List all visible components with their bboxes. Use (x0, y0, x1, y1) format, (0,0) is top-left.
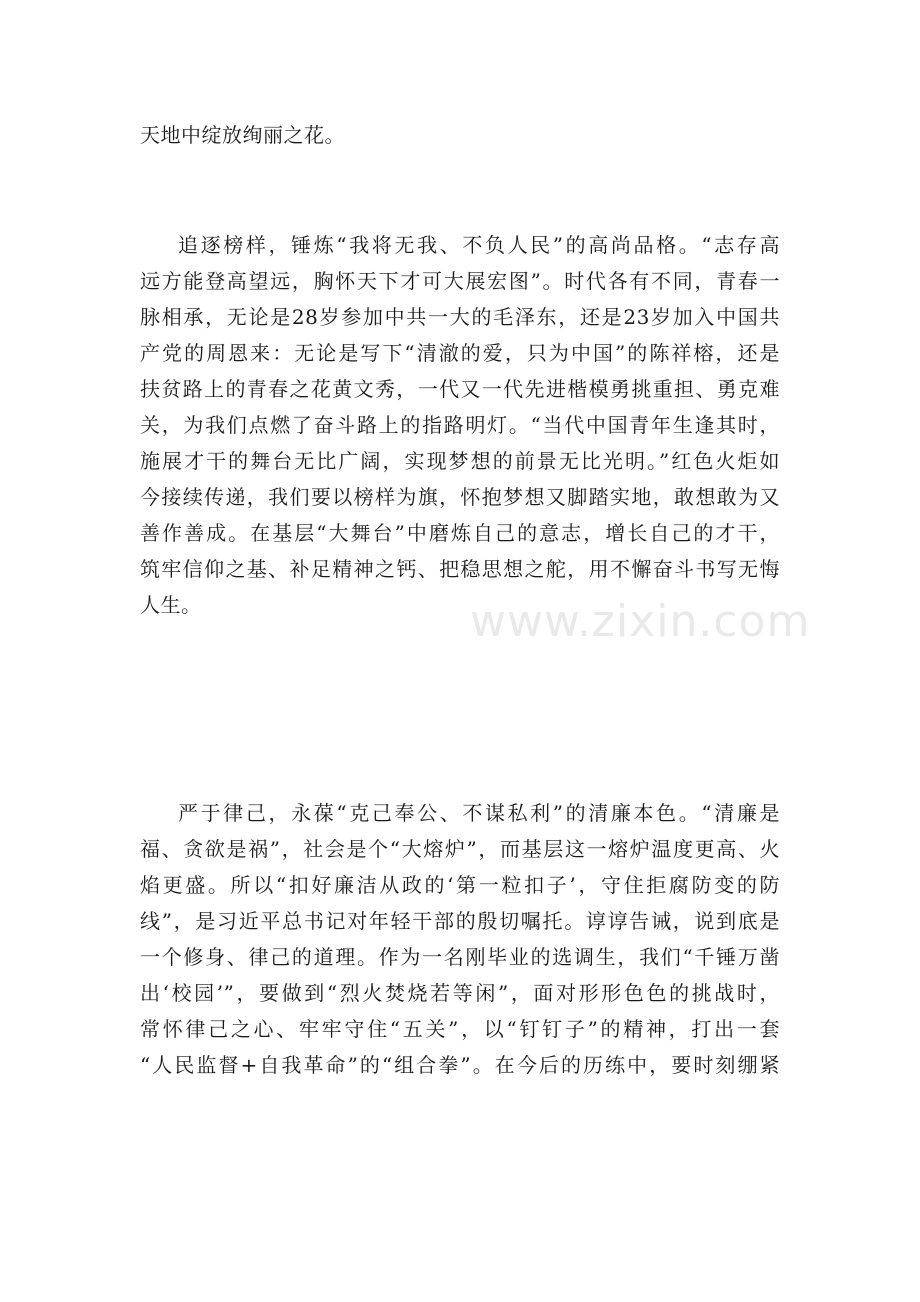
text-line: 善作善成。在基层“大舞台”中磨炼自己的意志，增长自己的才干， (140, 521, 780, 545)
text-line: 人生。 (140, 593, 202, 617)
text-line: 产党的周恩来：无论是写下“清澈的爱，只为中国”的陈祥榕，还是 (140, 341, 780, 365)
text-line: 一个修身、律己的道理。作为一名刚毕业的选调生，我们“千锤万凿 (140, 945, 780, 969)
text-line: 追逐榜样，锤炼“我将无我、不负人民”的高尚品格。“志存高 (178, 233, 780, 257)
text-line: 焰更盛。所以“扣好廉洁从政的‘第一粒扣子’，守住拒腐防变的防 (140, 873, 780, 897)
watermark: www.zixin.com (470, 596, 811, 647)
text-line: 远方能登高望远，胸怀天下才可大展宏图”。时代各有不同，青春一 (140, 269, 780, 293)
text-line: 脉相承，无论是28岁参加中共一大的毛泽东，还是23岁加入中国共 (140, 305, 780, 329)
text-line: 福、贪欲是祸”，社会是个“大熔炉”，而基层这一熔炉温度更高、火 (140, 837, 780, 861)
text-line: 关，为我们点燃了奋斗路上的指路明灯。“当代中国青年生逢其时， (140, 413, 780, 437)
text-line: 施展才干的舞台无比广阔，实现梦想的前景无比光明。”红色火炬如 (140, 449, 780, 473)
text-line: 出‘校园’”，要做到“烈火焚烧若等闲”，面对形形色色的挑战时， (140, 981, 780, 1005)
text-line: 严于律己，永葆“克己奉公、不谋私利”的清廉本色。“清廉是 (178, 801, 780, 825)
text-line: 扶贫路上的青春之花黄文秀，一代又一代先进楷模勇挑重担、勇克难 (140, 377, 780, 401)
text-line: 筑牢信仰之基、补足精神之钙、把稳思想之舵，用不懈奋斗书写无悔 (140, 557, 780, 581)
text-line: 天地中绽放绚丽之花。 (140, 123, 345, 147)
text-line: 今接续传递，我们要以榜样为旗，怀抱梦想又脚踏实地，敢想敢为又 (140, 485, 780, 509)
text-line: 线”，是习近平总书记对年轻干部的殷切嘱托。谆谆告诫，说到底是 (140, 909, 780, 933)
text-line: 常怀律己之心、牢牢守住“五关”，以“钉钉子”的精神，打出一套 (140, 1017, 780, 1041)
text-line: “人民监督+自我革命”的“组合拳”。在今后的历练中，要时刻绷紧 (140, 1053, 780, 1077)
